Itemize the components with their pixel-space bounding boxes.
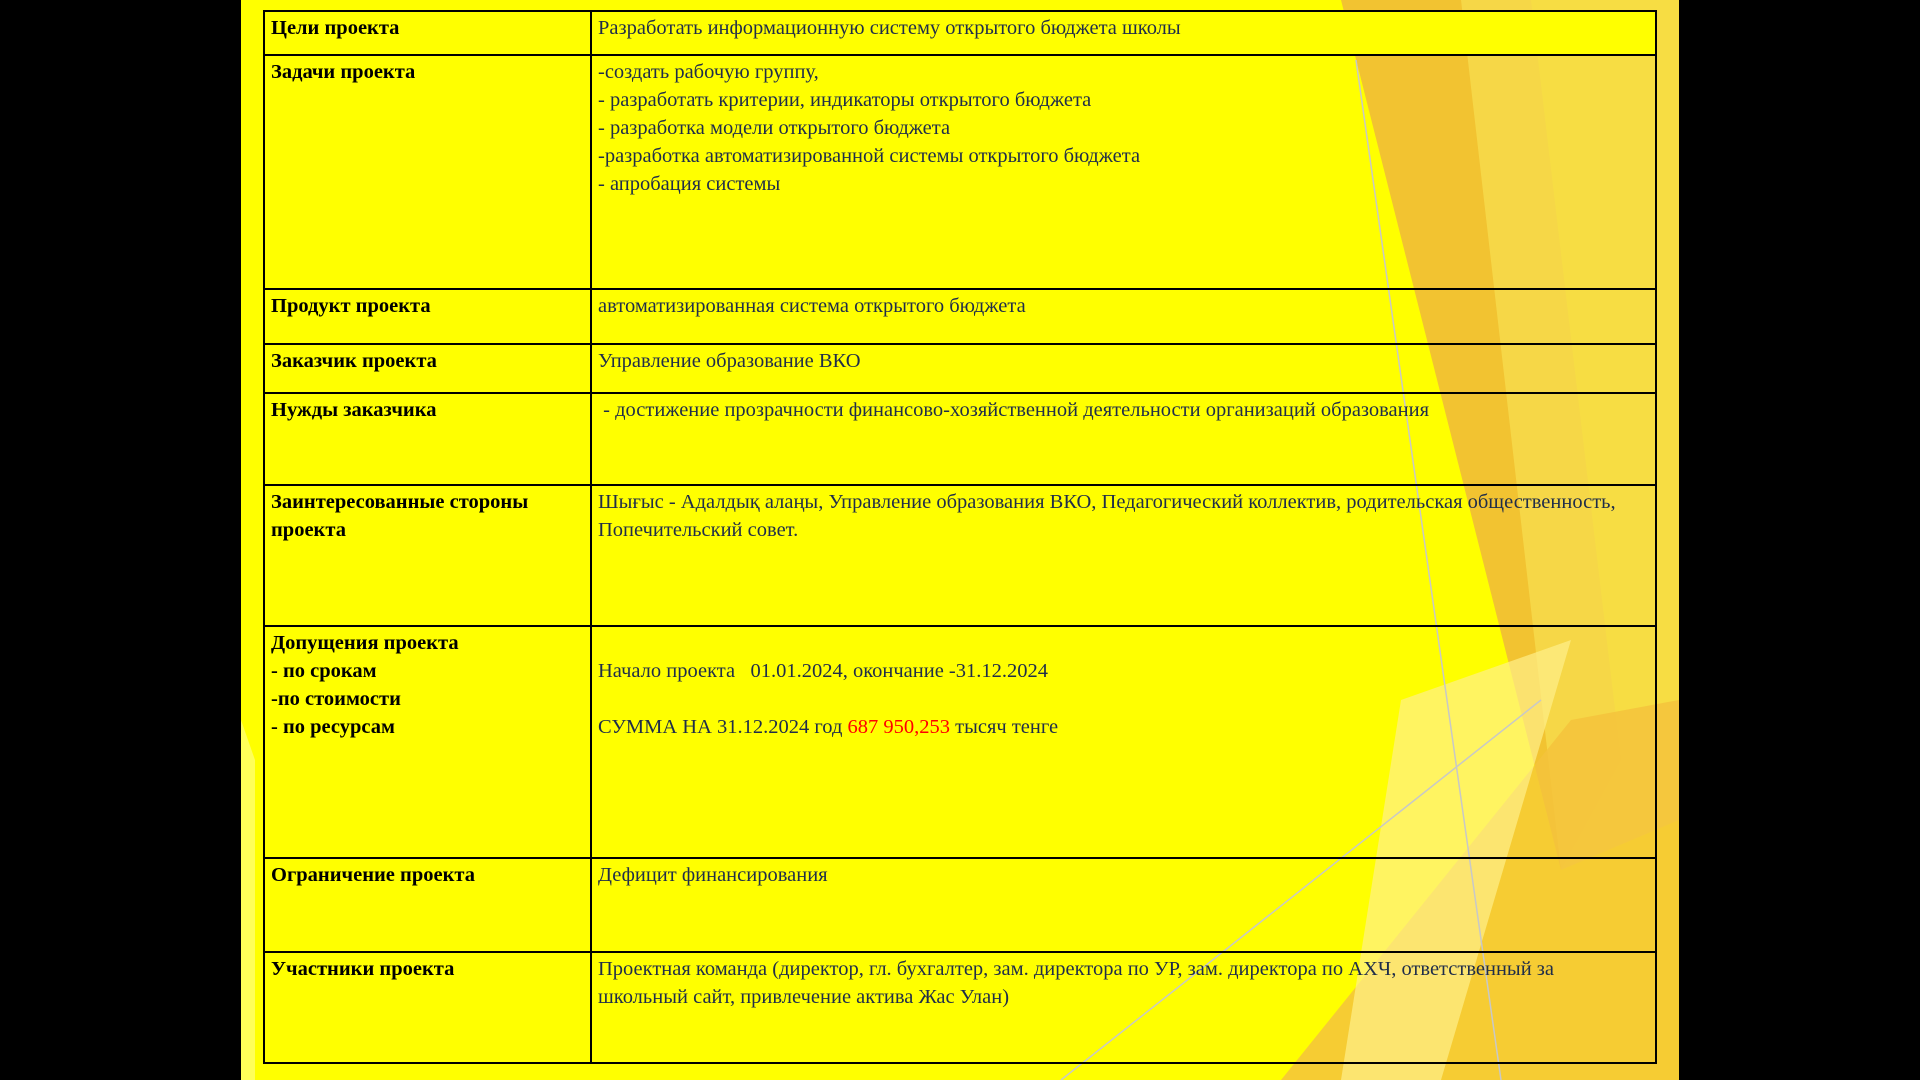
- value-constraints: [591, 858, 1656, 952]
- table-row-goals: [264, 11, 1656, 55]
- product-text: автоматизированная система открытого бюджета: [598, 295, 1026, 318]
- value-customer-needs: [591, 393, 1656, 485]
- label-customer-needs: Нужды заказчика: [264, 393, 591, 485]
- assumptions-cost: -по стоимости: [271, 687, 401, 710]
- table-row-stakeholders: [264, 485, 1656, 626]
- decor-corner-left: [241, 720, 255, 1080]
- table-row-product: [264, 289, 1656, 343]
- table-row-assumptions: [264, 626, 1656, 859]
- task-item: - апробация системы: [598, 173, 781, 196]
- table-row-customer-needs: [264, 393, 1656, 485]
- stakeholders-text: Шығыс - Адалдық алаңы, Управление образования ВКО, Педагогический коллектив, родительская общественность, Попечительский совет.: [598, 490, 1621, 541]
- value-tasks: [591, 55, 1656, 289]
- sum-prefix: СУММА НА 31.12.2024 год: [598, 715, 848, 738]
- project-passport-table: [263, 10, 1657, 1064]
- assumptions-resources: - по ресурсам: [271, 715, 395, 738]
- assumptions-timing: - по срокам: [271, 659, 377, 682]
- participants-text: Проектная команда (директор, гл. бухгалтер, зам. директора по УР, зам. директора по АХЧ, ответственный за школьный сайт, привлечение актива Жас Улан): [598, 958, 1560, 1009]
- label-tasks: Задачи проекта: [264, 55, 591, 289]
- label-customer: Заказчик проекта: [264, 344, 591, 393]
- value-participants: [591, 952, 1656, 1063]
- constraints-text: Дефицит финансирования: [598, 864, 828, 887]
- label-goals: Цели проекта: [264, 11, 591, 55]
- customer-needs-text: - достижение прозрачности финансово-хозяйственной деятельности организаций образования: [598, 398, 1430, 421]
- table-row-tasks: [264, 55, 1656, 289]
- label-assumptions: [264, 626, 591, 859]
- value-product: [591, 289, 1656, 343]
- value-stakeholders: [591, 485, 1656, 626]
- label-stakeholders: Заинтересованные стороны проекта: [264, 485, 591, 626]
- task-item: - разработать критерии, индикаторы открытого бюджета: [598, 89, 1092, 112]
- customer-text: Управление образование ВКО: [598, 349, 861, 372]
- sum-suffix: тысяч тенге: [950, 715, 1059, 738]
- task-item: - разработка модели открытого бюджета: [598, 117, 951, 140]
- assumptions-title: Допущения проекта: [271, 631, 459, 654]
- task-item: -создать рабочую группу,: [598, 61, 819, 84]
- project-sum-line: [598, 713, 1649, 741]
- label-product: Продукт проекта: [264, 289, 591, 343]
- label-constraints: Ограничение проекта: [264, 858, 591, 952]
- value-customer: [591, 344, 1656, 393]
- project-dates-text: Начало проекта 01.01.2024, окончание -31.12.2024: [598, 659, 1049, 682]
- table-row-customer: [264, 344, 1656, 393]
- task-item: -разработка автоматизированной системы открытого бюджета: [598, 145, 1141, 168]
- value-goals: [591, 11, 1656, 55]
- label-participants: Участники проекта: [264, 952, 591, 1063]
- slide: [241, 0, 1679, 1080]
- value-assumptions: [591, 626, 1656, 859]
- table-row-participants: [264, 952, 1656, 1063]
- goals-text: Разработать информационную систему открытого бюджета школы: [598, 17, 1181, 39]
- sum-amount: 687 950,253: [847, 715, 951, 738]
- table-row-constraints: [264, 858, 1656, 952]
